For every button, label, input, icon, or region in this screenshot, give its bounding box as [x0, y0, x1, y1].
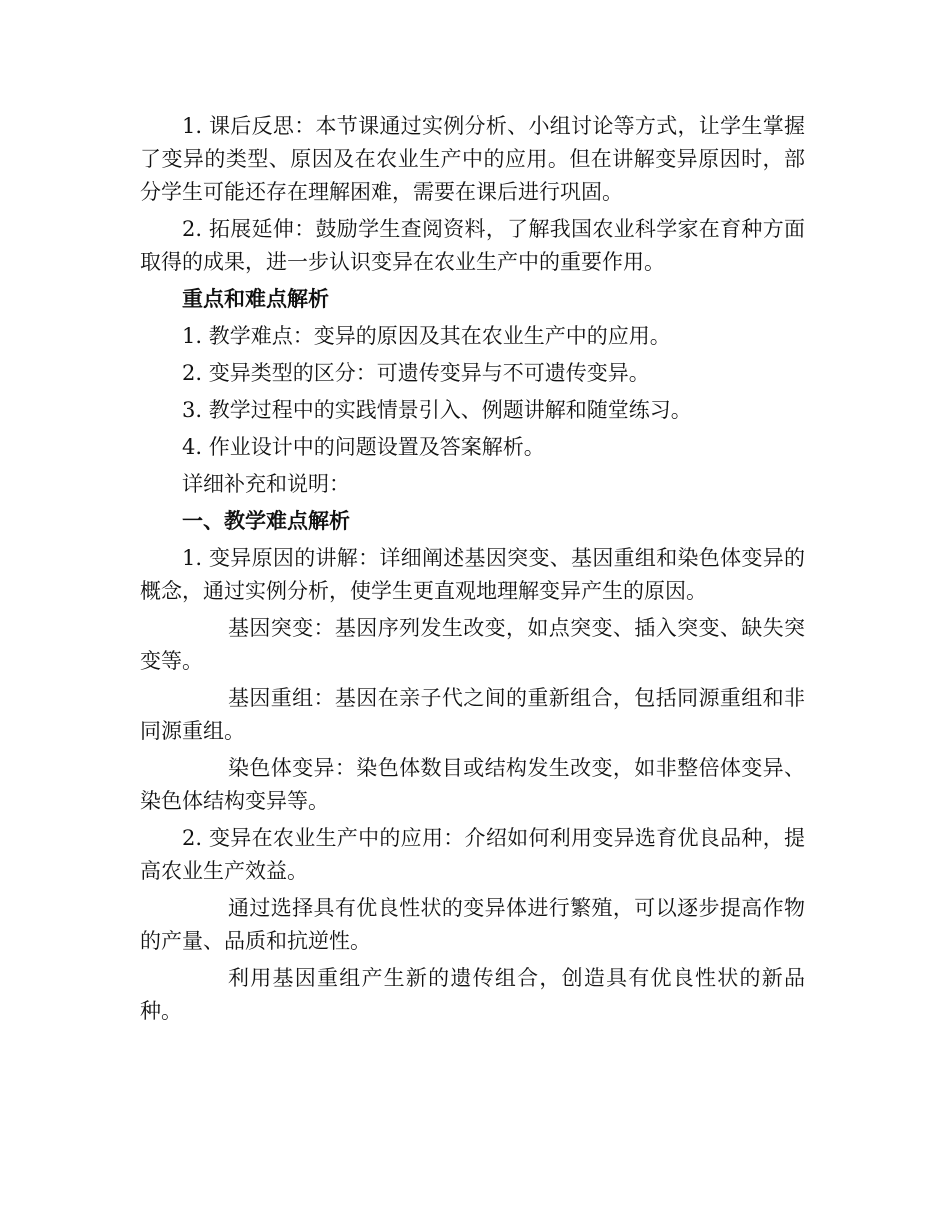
paragraph-gene-mutation: 基因突变：基因序列发生改变，如点突变、插入突变、缺失突变等。: [140, 616, 805, 673]
list-item: 3. 教学过程中的实践情景引入、例题讲解和随堂练习。: [182, 398, 692, 422]
paragraph-supplement-label: 详细补充和说明：: [182, 472, 350, 496]
paragraph-variation-causes: 1. 变异原因的讲解：详细阐述基因突变、基因重组和染色体变异的概念，通过实例分析，使学生更直观地理解变异产生的原因。: [140, 546, 805, 603]
paragraph-agriculture-application: 2. 变异在农业生产中的应用：介绍如何利用变异选育优良品种，提高农业生产效益。: [140, 826, 805, 883]
paragraph-gene-recombination: 基因重组：基因在亲子代之间的重新组合，包括同源重组和非同源重组。: [140, 686, 805, 743]
section-heading-key-points: 重点和难点解析: [182, 287, 329, 311]
paragraph-new-varieties: 利用基因重组产生新的遗传组合，创造具有优良性状的新品种。: [140, 966, 805, 1023]
list-item: 4. 作业设计中的问题设置及答案解析。: [182, 435, 545, 459]
list-item: 2. 变异类型的区分：可遗传变异与不可遗传变异。: [182, 361, 650, 385]
list-item: 1. 教学难点：变异的原因及其在农业生产中的应用。: [182, 324, 671, 348]
paragraph-chromosome-variation: 染色体变异：染色体数目或结构发生改变，如非整倍体变异、染色体结构变异等。: [140, 756, 805, 813]
paragraph-extension: 2. 拓展延伸：鼓励学生查阅资料，了解我国农业科学家在育种方面取得的成果，进一步认识变异在农业生产中的重要作用。: [140, 217, 805, 274]
document-page: [140, 110, 805, 1032]
section-heading-difficulty-analysis: 一、教学难点解析: [182, 509, 350, 533]
paragraph-reflection: 1. 课后反思：本节课通过实例分析、小组讨论等方式，让学生掌握了变异的类型、原因及在农业生产中的应用。但在讲解变异原因时，部分学生可能还存在理解困难，需要在课后进行巩固。: [140, 114, 805, 204]
paragraph-selection-breeding: 通过选择具有优良性状的变异体进行繁殖，可以逐步提高作物的产量、品质和抗逆性。: [140, 896, 805, 953]
